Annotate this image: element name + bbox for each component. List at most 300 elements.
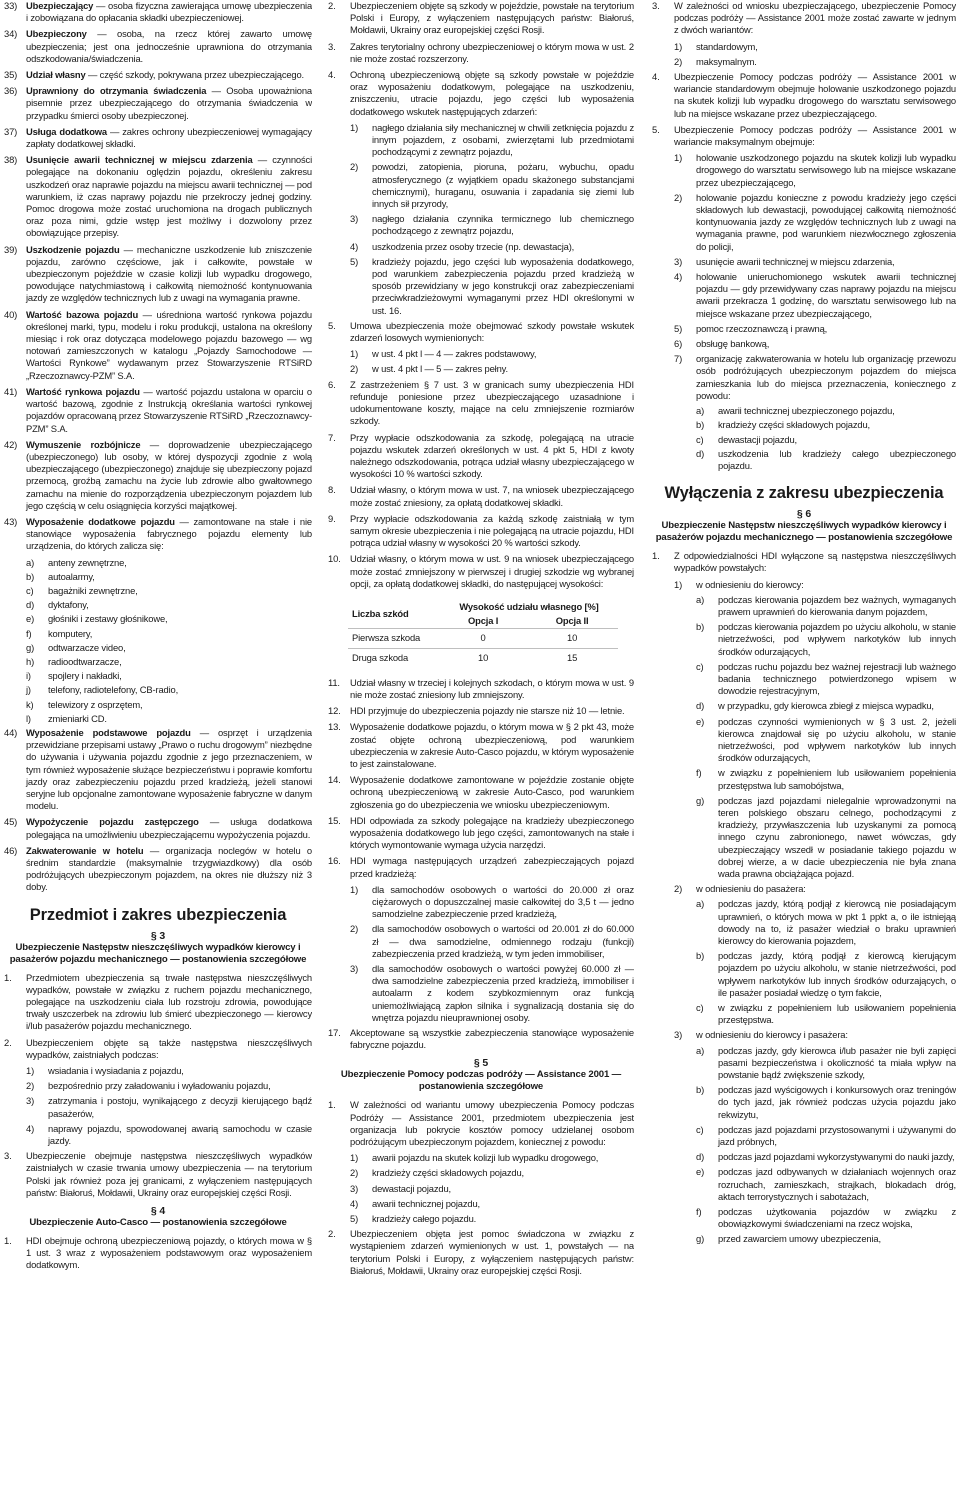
paragraph-5-items <box>328 1099 634 1148</box>
list-item <box>26 1095 312 1119</box>
item-number: 8. <box>328 484 336 496</box>
item-number: 2) <box>350 1167 359 1179</box>
item-number: l) <box>26 712 31 724</box>
list-item <box>674 152 956 189</box>
item-text: naprawy pojazdu, spowodowanej awarią samochodu w czasie jazdy. <box>48 1122 312 1147</box>
list-item <box>696 898 956 947</box>
item-number: f) <box>696 767 702 779</box>
item-number: d) <box>26 599 35 611</box>
item-text: Udział własny w trzeciej i kolejnych szkodach, o którym mowa w ust. 9 nie może zostać zniesiony lub zmniejszony. <box>350 676 634 700</box>
definition-item: 36) Uprawniony do otrzymania świadczenia — Osoba upoważniona pisemnie przez ubezpieczającego do otrzymania świadczenia w przypadku śmierci osoby ubezpieczonej. <box>4 85 312 121</box>
list-item <box>696 594 956 618</box>
list-item <box>696 1166 956 1203</box>
item-number: 15. <box>328 814 341 826</box>
item-text: autoalarmy, <box>48 570 95 582</box>
definition-term: Wymuszenie rozbójnicze <box>26 438 141 450</box>
definition-text: doprowadzenie ubezpieczającego (ubezpieczonego) lub osoby, w której dyspozycji zgodnie z wolą ubezpieczającego (ubezpieczonego) znajduje się ubezpieczony pojazd przemocą, groźbą zamachu na życie lub zdrowie albo gwałtownego zamachu na mienie do rozporządzenia ubezpieczonym pojazdem lub jego częścią w celu osiągnięcia korzyści majątkowej. <box>26 438 312 511</box>
exclusions-driver-list <box>696 594 956 880</box>
item-text: podczas czynności wymienionych w § 3 ust. 2, jeżeli kierowca znajdował się po użyciu alkoholu, w stanie nietrzeźwości, pod wpływem narkotyków lub innych środków odurzających, <box>718 715 956 764</box>
list-item <box>328 677 634 701</box>
item-number: 3) <box>674 255 683 267</box>
list-item <box>350 923 634 960</box>
paragraph-5-items-continued <box>328 1228 634 1277</box>
item-text: w ust. 4 pkt l — 4 — zakres podstawowy, <box>372 348 537 360</box>
item-text: HDI obejmuje ochroną ubezpieczeniową pojazdy, o których mowa w § 1 ust. 3 wraz z wyposażeniem podstawowym oraz wyposażeniem dodatkowym. <box>26 1235 312 1271</box>
item-number: 6. <box>328 378 336 390</box>
item-number: 5) <box>350 1213 359 1225</box>
item-number: c) <box>696 433 704 445</box>
paragraph-title: Ubezpieczenie Następstw nieszczęśliwych wypadków kierowcy i pasażerów pojazdu mechanicznego — postanowienia szczegółowe <box>9 941 307 965</box>
item-number: 1. <box>652 550 660 562</box>
table-header-claims: Liczba szkód <box>352 608 409 620</box>
list-item <box>350 1198 634 1210</box>
item-number: a) <box>696 593 705 605</box>
list-item <box>328 69 634 118</box>
covered-events-list <box>350 122 634 317</box>
item-number: a) <box>696 898 705 910</box>
item-text: kradzieży części składowych pojazdu, <box>718 419 870 431</box>
item-text: w związku z popełnieniem lub usiłowaniem popełnienia przestępstwa. <box>718 1002 956 1026</box>
item-text: awarii technicznej ubezpieczonego pojazdu, <box>718 405 895 417</box>
list-item <box>350 963 634 1024</box>
item-text: podczas jazd pojazdami wykorzystywanymi do nauki jazdy, <box>718 1151 955 1163</box>
item-number: 9. <box>328 512 336 524</box>
list-item <box>26 684 312 696</box>
item-number: c) <box>696 1123 704 1135</box>
list-item <box>350 348 634 360</box>
list-item <box>696 419 956 431</box>
list-item <box>350 161 634 210</box>
item-text: telewizory z osprzętem, <box>48 698 143 710</box>
item-text: podczas jazd pojazdami nielegalnie wprowadzonymi na teren polskiego obszaru celnego, pochodzącymi z kradzieży, przywłaszczenia lub uzyskanymi za pomocą innego czynu zabronionego, nawet wówczas, gdy ubezpieczający wszedł w posiadanie takiego pojazdu w dobrej wierze, a w dacie ubezpieczenia nie była znana wada prawna obciążająca pojazd. <box>718 794 956 879</box>
definition-item: 33) Ubezpieczający — osoba fizyczna zawierająca umowę ubezpieczenia i zobowiązana do opłacania składki ubezpieczeniowej. <box>4 0 312 24</box>
item-number: 1) <box>674 152 683 164</box>
item-number: 43) <box>4 515 18 527</box>
item-text: holowanie unieruchomionego wskutek awarii technicznej pojazdu — gdy przewidywany czas naprawy pojazdu na miejscu awarii przekracza 1 godzinę, do warsztatu serwisowego lub na miejsce wskazane przez ubezpieczającego, <box>696 271 956 319</box>
definition-text: zamontowane na stałe i nie stanowiące wyposażenia fabrycznego pojazdu elementy lub urządzenia, do których zalicza się: <box>26 515 312 552</box>
list-item <box>328 513 634 550</box>
item-text: głośniki i zestawy głośnikowe, <box>48 613 168 625</box>
list-item <box>26 699 312 711</box>
item-text: kradzieży części składowych pojazdu, <box>372 1167 524 1179</box>
item-number: 2. <box>328 0 336 11</box>
item-number: b) <box>696 621 705 633</box>
item-text: maksymalnym. <box>696 55 757 67</box>
assistance-items-2 <box>652 71 956 148</box>
definitions-list-continued <box>4 727 312 894</box>
item-number: 2) <box>350 923 359 935</box>
list-item <box>674 271 956 320</box>
item-text: kradzieży pojazdu, jego części lub wyposażenia dodatkowego, pod warunkiem zabezpieczenia pojazdu przed kradzieżą w sposób przewidziany w jego konstrukcji oraz zabezpieczeniami przeciwkradzieżowymi wymaganymi przez HDI określonymi w ust. 16. <box>372 255 634 316</box>
list-item <box>26 670 312 682</box>
item-number: 7) <box>674 353 683 365</box>
definition-item: 35) Udział własny — część szkody, pokrywana przez ubezpieczającego. <box>4 69 305 81</box>
definition-text: część szkody, pokrywana przez ubezpieczającego. <box>99 69 305 81</box>
equipment-list <box>26 557 312 725</box>
item-number: 2) <box>350 363 359 375</box>
item-number: 3. <box>4 1150 12 1162</box>
column-right <box>652 0 956 1497</box>
item-text: podczas kierowania pojazdem bez ważnych, wymaganych prawem uprawnień do kierowania danym pojazdem, <box>718 593 956 617</box>
list-item <box>26 571 312 583</box>
item-text: obsługę bankową, <box>696 338 770 350</box>
item-text: dla samochodów osobowych o wartości od 20.001 zł do 60.000 zł — dwa samodzielne, odmiennego rodzaju (funkcji) zabezpieczenia przed kradzieżą, w tym jeden immobiliser, <box>372 923 634 959</box>
list-item <box>328 320 634 344</box>
item-text: bagażniki zewnętrzne, <box>48 584 138 596</box>
item-text: Z odpowiedzialności HDI wyłączone są następstwa nieszczęśliwych wypadków powstałych: <box>674 550 956 574</box>
item-text: anteny zewnętrzne, <box>48 556 127 568</box>
table-header-option-1: Opcja I <box>467 615 499 627</box>
item-text: Udział własny, o którym mowa w ust. 9 na wniosek ubezpieczającego może zostać zmniejszony w pierwszej i drugiej szkodzie wg wybranej opcji, za opłatą dodatkowej składki, do następującej wysokości: <box>350 553 634 589</box>
item-text: uszkodzenia przez osoby trzecie (np. dewastacja), <box>372 240 575 252</box>
definition-term: Zakwaterowanie w hotelu <box>26 844 144 856</box>
item-number: 3. <box>328 40 336 52</box>
column-middle <box>328 0 634 1497</box>
item-number: 5. <box>328 319 336 331</box>
item-text: pomoc rzeczoznawczą i prawną, <box>696 322 828 334</box>
assistance-items <box>652 0 956 37</box>
item-number: 1) <box>674 40 683 52</box>
definition-item: 37) Usługa dodatkowa — zakres ochrony ubezpieczeniowej wymagający zapłaty dodatkowej składki. <box>4 125 312 150</box>
list-item <box>328 0 634 37</box>
definition-item: 39) Uszkodzenie pojazdu — mechaniczne uszkodzenie lub zniszczenie pojazdu, zarówno częściowe, jak i całkowite, powstałe w ubezpieczonym pojeździe w czasie kolizji lub wypadku drogowego, powodujące natychmiastową i całkowitą niemożność kontynuowania jazdy ze względów technicznych lub z uwagi na wymagania prawne. <box>4 243 312 304</box>
definition-term: Uszkodzenie pojazdu <box>26 243 120 255</box>
list-item <box>696 405 956 417</box>
item-number: c) <box>696 1002 704 1014</box>
section-heading: Wyłączenia z zakresu ubezpieczenia <box>664 484 944 503</box>
item-text: wsiadania i wysiadania z pojazdu, <box>48 1065 184 1077</box>
item-text: nagłego działania siły mechanicznej w chwili zetknięcia pojazdu z innym pojazdem, z osobami, zwierzętami lub przedmiotami pochodzącymi z zewnątrz pojazdu, <box>372 121 634 158</box>
auto-casco-items-2 <box>328 320 634 344</box>
item-number: 36) <box>4 85 18 97</box>
definition-term: Wartość rynkowa pojazdu <box>26 385 140 397</box>
item-number: 4) <box>674 271 683 283</box>
item-text: Ubezpieczeniem objęte są szkody w pojeździe, powstałe na terytorium Polski i Europy, z wyłączeniem następujących państw: Białoruś, Mołdawii, Ukrainy oraz europejskiej części Rosji. <box>350 0 634 36</box>
item-text: awarii technicznej pojazdu, <box>372 1197 480 1209</box>
item-number: d) <box>696 700 705 712</box>
definition-item: 41) Wartość rynkowa pojazdu — wartość pojazdu ustalona w oparciu o wartość bazową, zgodnie z Instrukcją określania wartości rynkowej pojazdów opracowaną przez Stowarzyszenie RTSiRD „Rzeczoznawcy-PZM” S.A. <box>4 385 312 434</box>
item-text: komputery, <box>48 627 93 639</box>
list-item <box>328 855 634 879</box>
list-item <box>674 323 956 335</box>
item-text: Udział własny, o którym mowa w ust. 7, na wniosek ubezpieczającego może zostać zniesiony, za opłatą dodatkowej składki. <box>350 484 634 508</box>
list-item <box>4 972 312 1033</box>
list-item <box>328 553 634 590</box>
paragraph-4-heading <box>4 1205 312 1229</box>
item-number: c) <box>26 584 34 596</box>
definition-term: Wypożyczenie pojazdu zastępczego <box>26 816 199 828</box>
item-text: Ubezpieczenie Pomocy podczas podróży — Assistance 2001 w wariancie standardowym obejmuje holowanie uszkodzonego pojazdu na skutek kolizji lub wypadku drogowego do warsztatu serwisowego lub na miejsce wskazane przez ubezpieczającego. <box>674 71 956 119</box>
item-number: a) <box>696 405 705 417</box>
list-item <box>696 1002 956 1026</box>
definition-term: Usunięcie awarii technicznej w miejscu zdarzenia <box>26 154 253 166</box>
list-item <box>350 363 634 375</box>
list-item <box>674 192 956 253</box>
definition-text: osoba, na rzecz której zawarto umowę ubezpieczenia; jest ona jednocześnie uprawniona do otrzymania odszkodowania/świadczenia. <box>26 28 312 64</box>
list-item <box>696 434 956 446</box>
list-item <box>350 1213 634 1225</box>
table-header-deductible: Wysokość udziału własnego [%] <box>459 600 599 612</box>
item-number: 40) <box>4 308 18 320</box>
auto-casco-items-3 <box>328 379 634 590</box>
item-number: b) <box>696 950 705 962</box>
list-item <box>696 621 956 658</box>
item-text: spojlery i nakładki, <box>48 670 122 682</box>
item-number: 2) <box>350 161 359 173</box>
list-item <box>328 721 634 770</box>
definition-text: Osoba upoważniona pisemnie przez ubezpieczającego do otrzymania świadczenia w przypadku śmierci osoby ubezpieczonej. <box>26 85 312 121</box>
list-item <box>26 628 312 640</box>
list-item <box>696 950 956 999</box>
definition-item: 46) Zakwaterowanie w hotelu — organizacja noclegów w hotelu o średnim standardzie (maksymalnie trzygwiazdkowy) dla osób podróżujących ubezpieczonym pojazdem, na okres nie dłuższy niż 3 doby. <box>4 844 312 893</box>
auto-casco-items-4 <box>328 677 634 880</box>
item-number: 46) <box>4 844 18 856</box>
item-number: 5. <box>652 123 660 135</box>
list-item <box>328 1099 634 1148</box>
list-item <box>328 484 634 508</box>
definition-text: osprzęt i urządzenia przewidziane przepisami ustawy „Prawo o ruchu drogowym” niezbędne do używania i używania pojazdu zgodnie z jego przeznaczeniem, w tym również wyposażenie służące bezpieczeństwu i poprawie komfortu jazdy oraz zabezpieczeniu pojazdu przed kradzieżą, jeżeli stanowi seryjne lub opcjonalne zamontowane wyposażenie fabryczne w danym modelu. <box>26 726 312 812</box>
list-item <box>26 656 312 668</box>
item-number: 1) <box>350 348 359 360</box>
item-text: Akceptowane są wszystkie zabezpieczenia stanowiące wyposażenie fabryczne pojazdu. <box>350 1027 634 1051</box>
item-number: k) <box>26 698 34 710</box>
list-item <box>696 1124 956 1148</box>
item-text: Ubezpieczeniem objęte są także następstwa nieszczęśliwych wypadków, zaistniałych podczas: <box>26 1036 312 1060</box>
item-number: a) <box>696 1044 705 1056</box>
item-number: 4. <box>328 69 336 81</box>
table-cell-claim: Druga szkoda <box>348 648 440 667</box>
item-text: podczas kierowania pojazdem po użyciu alkoholu, w stanie nietrzeźwości, pod wpływem narkotyków lub innych środków odurzających, <box>718 621 956 657</box>
item-number: j) <box>26 684 31 696</box>
list-item <box>696 1206 956 1230</box>
list-item <box>4 1235 312 1272</box>
item-number: 3) <box>350 963 359 975</box>
list-item <box>26 557 312 569</box>
list-item: 2) w odniesieniu do pasażera: <box>674 883 806 895</box>
item-text: w ust. 4 pkt l — 5 — zakres pełny. <box>372 363 508 375</box>
item-number: i) <box>26 670 31 682</box>
list-item <box>652 71 956 120</box>
list-item <box>696 700 956 712</box>
list-item <box>26 585 312 597</box>
list-item <box>26 642 312 654</box>
item-number: 1) <box>26 1065 35 1077</box>
item-number: 2) <box>26 1080 35 1092</box>
item-text: podczas jazdy, gdy kierowca i/lub pasażer nie byli zapięci pasami bezpieczeństwa i okoliczność ta miała wpływ na powstanie bądź zwiększenie szkody, <box>718 1044 956 1081</box>
item-text: powodzi, zatopienia, pioruna, pożaru, wybuchu, opadu atmosferycznego (z wyjątkiem opadu skażonego substancjami chemicznymi), huraganu, osuwania i zapadania się ziemi lub innych sił przyrody, <box>372 161 634 210</box>
list-item <box>350 1152 634 1164</box>
item-text: awarii pojazdu na skutek kolizji lub wypadku drogowego, <box>372 1152 599 1164</box>
definition-item: 44) Wyposażenie podstawowe pojazdu — osprzęt i urządzenia przewidziane przepisami ustawy „Prawo o ruchu drogowym” niezbędne do używania i używania pojazdu zgodnie z jego przeznaczeniem, w tym również wyposażenie służące bezpieczeństwu i poprawie komfortu jazdy oraz zabezpieczeniu pojazdu przed kradzieżą, jeżeli stanowi seryjne lub opcjonalne zamontowane wyposażenie fabryczne w danym modelu. <box>4 726 312 812</box>
item-text: Przedmiotem ubezpieczenia są trwałe następstwa nieszczęśliwych wypadków, powstałe w związku z ruchem pojazdu mechanicznego, polegające na uszkodzeniu ciała lub rozstroju zdrowia, powodujące trwały uszczerbek na zdrowiu lub śmierć ubezpieczonego — kierowcy i/lub pasażerów pojazdu mechanicznego. <box>26 971 312 1032</box>
item-number: 45) <box>4 816 18 828</box>
item-number: 2) <box>674 191 683 203</box>
list-item <box>674 353 956 402</box>
list-item <box>26 1123 312 1147</box>
item-number: 2) <box>674 55 683 67</box>
item-text: podczas jazd odbywanych w działaniach wojennych oraz rozruchach, zamieszkach, strajkach, blokadach dróg, aktach terrorystycznych i sabotażach, <box>718 1166 956 1202</box>
item-text: dla samochodów osobowych o wartości do 20.000 zł oraz ciężarowych o dopuszczalnej masie całkowitej do 3,5 t — jedno samodzielne zabezpieczenie przed kradzieżą, <box>372 883 634 920</box>
paragraph-3-sublist <box>26 1065 312 1147</box>
item-number: 1) <box>350 121 359 133</box>
paragraph-5-sublist <box>350 1152 634 1225</box>
definition-text: czynności polegające na dokonaniu oględzin pojazdu, określeniu zakresu uszkodzeń oraz naprawie pojazdu na miejscu awarii technicznej — pod warunkiem, iż czas naprawy pojazdu nie przekroczy jednej godziny. Pomoc drogowa może zostać uruchomiona na drogach publicznych oraz poza nimi, gdzie wstęp jest możliwy i dozwolony przez obowiązujące przepisy. <box>26 154 312 239</box>
item-text: uszkodzenia lub kradzieży całego ubezpieczonego pojazdu. <box>718 447 956 471</box>
list-item <box>652 0 956 37</box>
list-item <box>328 705 634 717</box>
definition-term: Udział własny <box>26 69 86 81</box>
item-text: kradzieży całego pojazdu. <box>372 1213 477 1225</box>
auto-casco-items <box>328 0 634 118</box>
list-item <box>696 767 956 791</box>
item-number: 39) <box>4 243 18 255</box>
list-item <box>4 1150 312 1199</box>
list-item <box>652 124 956 148</box>
item-number: 4. <box>652 71 660 83</box>
item-text: holowanie uszkodzonego pojazdu na skutek kolizji lub wypadku drogowego do warsztatu serwisowego lub na miejsce wskazane przez ubezpieczającego, <box>696 152 956 188</box>
list-item <box>350 1167 634 1179</box>
item-text: organizację zakwaterowania w hotelu lub organizację przewozu osób podróżujących ubezpieczonym pojazdem do miejsca zamieszkania lub do miejsca przeznaczenia, koniecznego z powodu: <box>696 353 956 401</box>
item-text: dewastacji pojazdu, <box>718 433 797 445</box>
exclusions-driver <box>674 579 956 1246</box>
item-text: Wyposażenie dodatkowe zamontowane w pojeździe zostanie objęte ochroną ubezpieczeniową w zakresie Auto-Casco, pod warunkiem zgłoszenia go do ubezpieczenia we wniosku ubezpieczeniowym. <box>350 774 634 810</box>
item-number: 3) <box>26 1095 35 1107</box>
item-text: odtwarzacze video, <box>48 641 126 653</box>
definition-term: Wyposażenie podstawowe pojazdu <box>26 726 191 738</box>
item-number: 4) <box>26 1122 35 1134</box>
item-text: telefony, radiotelefony, CB-radio, <box>48 684 179 696</box>
item-number: 34) <box>4 28 18 40</box>
item-text: Wyposażenie dodatkowe pojazdu, o którym mowa w § 2 pkt 43, może zostać objęte ochroną ubezpieczeniową, pod warunkiem ubezpieczenia w zakresie Auto-Casco pojazdu, w którym wyposażenie to jest zainstalowane. <box>350 721 634 769</box>
list-item <box>26 1065 312 1077</box>
item-text: przed zawarciem umowy ubezpieczenia, <box>718 1233 881 1245</box>
item-number: 3) <box>350 1182 359 1194</box>
assistance-variants-list <box>674 41 956 68</box>
item-text: HDI przyjmuje do ubezpieczenia pojazdy nie starsze niż 10 — letnie. <box>350 705 625 717</box>
definition-term: Wartość bazowa pojazdu <box>26 308 139 320</box>
list-item <box>696 661 956 698</box>
item-text: usunięcie awarii technicznej w miejscu zdarzenia, <box>696 255 895 267</box>
definition-item: 43) Wyposażenie dodatkowe pojazdu — zamontowane na stałe i nie stanowiące wyposażenia fabrycznego pojazdu elementy lub urządzenia, do których zalicza się: <box>4 515 312 552</box>
item-text: podczas jazdy, którą podjął z kierowcą kierującym pojazdem po użyciu alkoholu, w stanie nietrzeźwości, pod wpływem narkotyków lub innych środków odurzających, o ile pasażer posiadał wiedzę o tym fakcie, <box>718 950 956 998</box>
item-number: g) <box>26 641 35 653</box>
list-item <box>696 1151 956 1163</box>
item-text: dla samochodów osobowych o wartości powyżej 60.000 zł — dwa samodzielne zabezpieczenia przed kradzieżą, immobiliser i autoalarm z kodem szybkozmiennym oraz funkcją uniemożliwiającą zapłon silnika i sygnalizacją dostania się do wnętrza pojazdu nieuprawnionej osoby. <box>372 963 634 1023</box>
paragraph-title: Ubezpieczenie Następstw nieszczęśliwych wypadków kierowcy i pasażerów pojazdu mechanicznego — postanowienia szczegółowe <box>655 520 953 544</box>
list-item <box>674 41 956 53</box>
definition-term: Usługa dodatkowa <box>26 125 107 137</box>
item-text: podczas jazd pojazdami przystosowanymi i używanymi do jazd próbnych, <box>718 1123 956 1148</box>
list-item <box>350 213 634 237</box>
item-number: 1. <box>328 1099 336 1111</box>
item-number: g) <box>696 794 705 806</box>
paragraph-3-heading <box>4 930 312 966</box>
paragraph-title: Ubezpieczenie Pomocy podczas podróży — Assistance 2001 — postanowienia szczegółowe <box>340 1069 622 1093</box>
item-number: 2. <box>4 1036 12 1048</box>
definition-text: osoba fizyczna zawierająca umowę ubezpieczenia i zobowiązana do opłacania składki ubezpieczeniowej. <box>26 0 312 24</box>
item-number: 1) <box>350 883 359 895</box>
item-text: Ubezpieczenie Pomocy podczas podróży — Assistance 2001 w wariancie maksymalnym obejmuje: <box>674 123 956 148</box>
list-item <box>652 550 956 574</box>
list-item <box>328 815 634 852</box>
item-number: e) <box>26 613 35 625</box>
item-number: 1. <box>4 971 12 983</box>
table-row <box>348 648 618 667</box>
item-number: 11. <box>328 676 340 688</box>
item-text: bezpośrednio przy załadowaniu i wyładowaniu pojazdu, <box>48 1080 271 1092</box>
maximal-variant-reasons <box>696 405 956 472</box>
item-number: 38) <box>4 154 18 166</box>
definition-text: mechaniczne uszkodzenie lub zniszczenie pojazdu, zarówno częściowe, jak i całkowite, powstałe w ubezpieczonym pojeździe w czasie kolizji lub wypadku drogowego, powodujące natychmiastową i całkowitą niemożność kontynuowania jazdy ze względów technicznych lub z uwagi na wymagania prawne. <box>26 243 312 304</box>
item-text: podczas jazdy, którą podjął z kierowcą nie posiadającym uprawnień, o których mowa w pkt 1 ppkt a, o ile istniejąą dowody na to, iż pasażer wiedział o braku uprawnień kierowcy do kierowania pojazdem, <box>718 898 956 946</box>
list-item <box>328 1027 634 1051</box>
item-number: 5) <box>674 322 683 334</box>
definition-item: 42) Wymuszenie rozbójnicze — doprowadzenie ubezpieczającego (ubezpieczonego) lub osoby, w której dyspozycji zgodnie z wolą ubezpieczającego (ubezpieczonego) znajduje się ubezpieczony pojazd przemocą, groźbą zamachu na życie lub zdrowie albo gwałtownego zamachu na mienie do rozporządzenia ubezpieczonym pojazdem lub jego częścią w celu osiągnięcia korzyści majątkowej. <box>4 438 312 511</box>
list-item <box>696 1233 956 1245</box>
list-item <box>26 613 312 625</box>
item-text: holowanie pojazdu konieczne z powodu kradzieży jego części składowych lub dewastacji, powodującej całkowitą niemożność kontynuowania jazdy ze względów technicznych lub z uwagi na wymagania prawne, pod warunkiem niezwłocznego zgłoszenia do policji, <box>696 191 956 252</box>
item-number: 14. <box>328 774 341 786</box>
list-item <box>328 432 634 481</box>
item-number: 13. <box>328 721 341 733</box>
item-text: Ubezpieczeniem objęta jest pomoc świadczona w związku z wystąpieniem zdarzeń wymienionych w ust. 1, powstałych — na terytorium Polski i Europy, z wyłączeniem następujących państw: Białoruś, Mołdawii, Ukrainy oraz europejskiej części Rosji. <box>350 1228 634 1276</box>
coverage-variants-list <box>350 348 634 375</box>
item-text: Umowa ubezpieczenia może obejmować szkody powstałe wskutek zdarzeń losowych wymienionych: <box>350 319 634 344</box>
item-number: 16. <box>328 855 341 867</box>
paragraph-number: § 6 <box>796 508 812 521</box>
table-row <box>348 629 618 648</box>
exclusions-both-list <box>696 1045 956 1246</box>
item-number: 1. <box>4 1235 12 1247</box>
item-number: 2. <box>328 1228 336 1240</box>
list-item <box>350 256 634 317</box>
item-text: podczas jazd wyścigowych i konkursowych oraz treningów do tych jazd, jak również podczas użycia pojazdu jako rekwizytu, <box>718 1084 956 1120</box>
item-number: f) <box>26 627 32 639</box>
item-text: Przy wypłacie odszkodowania za każdą szkodę zaistniałą w tym samym okresie ubezpieczenia i nie polegającą na utracie pojazdu, HDI potrąca udział własny w wysokości 20 % wartości szkody. <box>350 512 634 549</box>
definition-item: 40) Wartość bazowa pojazdu — uśredniona wartość rynkowa pojazdu określonej marki, typu, modelu i roku produkcji, ustalona na określony miesiąc i rok oraz dotycząca modelowego pojazdu bazowego — wg notowań zamieszczonych w katalogu „Pojazdy Samochodowe — Wartości Rynkowe” wydawanym przez Stowarzyszenie RTSiRD „Rzeczoznawcy-PZM” S.A. <box>4 308 312 381</box>
list-item: 1) w odniesieniu do kierowcy: <box>674 578 804 590</box>
exclusions-passenger-list <box>696 898 956 1026</box>
item-number: 35) <box>4 69 18 81</box>
item-number: 41) <box>4 385 18 397</box>
item-number: e) <box>696 715 705 727</box>
list-item <box>350 241 634 253</box>
item-number: 33) <box>4 0 18 11</box>
item-text: zatrzymania i postoju, wynikającego z decyzji kierującego bądź pasażerów, <box>48 1095 312 1119</box>
table-cell-value: 10 <box>526 629 618 648</box>
item-number: 4) <box>350 1197 359 1209</box>
list-item <box>26 1080 312 1092</box>
item-number: b) <box>696 1084 705 1096</box>
list-item: 3) w odniesieniu do kierowcy i pasażera: <box>674 1029 848 1041</box>
list-item <box>696 448 956 472</box>
item-number: 5) <box>350 255 359 267</box>
item-number: d) <box>696 447 705 459</box>
item-number: h) <box>26 655 35 667</box>
item-text: HDI odpowiada za szkody polegające na kradzieży ubezpieczonego wyposażenia dodatkowego lub jego części, zamontowanych na stałe i których wymontowanie wymaga użycia narzędzi. <box>350 814 634 851</box>
table-cell-value: 0 <box>440 629 526 648</box>
paragraph-6-items <box>652 550 956 574</box>
paragraph-number: § 3 <box>150 929 166 942</box>
item-number: 1) <box>350 1152 359 1164</box>
definition-item: 38) Usunięcie awarii technicznej w miejscu zdarzenia — czynności polegające na dokonaniu oględzin pojazdu, określeniu zakresu uszkodzeń oraz naprawie pojazdu na miejscu awarii technicznej — pod warunkiem, iż czas naprawy pojazdu nie przekroczy jednej godziny. Pomoc drogowa może zostać uruchomiona na drogach publicznych oraz poza nimi, gdzie wstęp jest możliwy i dozwolony przez obowiązujące przepisy. <box>4 154 312 239</box>
item-number: a) <box>26 556 35 568</box>
item-text: dyktafony, <box>48 599 89 611</box>
list-item <box>674 56 956 68</box>
item-text: Ubezpieczenie obejmuje następstwa nieszczęśliwych wypadków zaistniałych w czasie trwania umowy ubezpieczenia — na terytorium Polski jak również poza jej granicami, z wyłączeniem następujących państw: Białoruś, Mołdawii, Ukrainy oraz europejskiej części Rosji. <box>26 1150 312 1198</box>
item-number: 4) <box>350 240 359 252</box>
item-number: 12. <box>328 705 341 717</box>
